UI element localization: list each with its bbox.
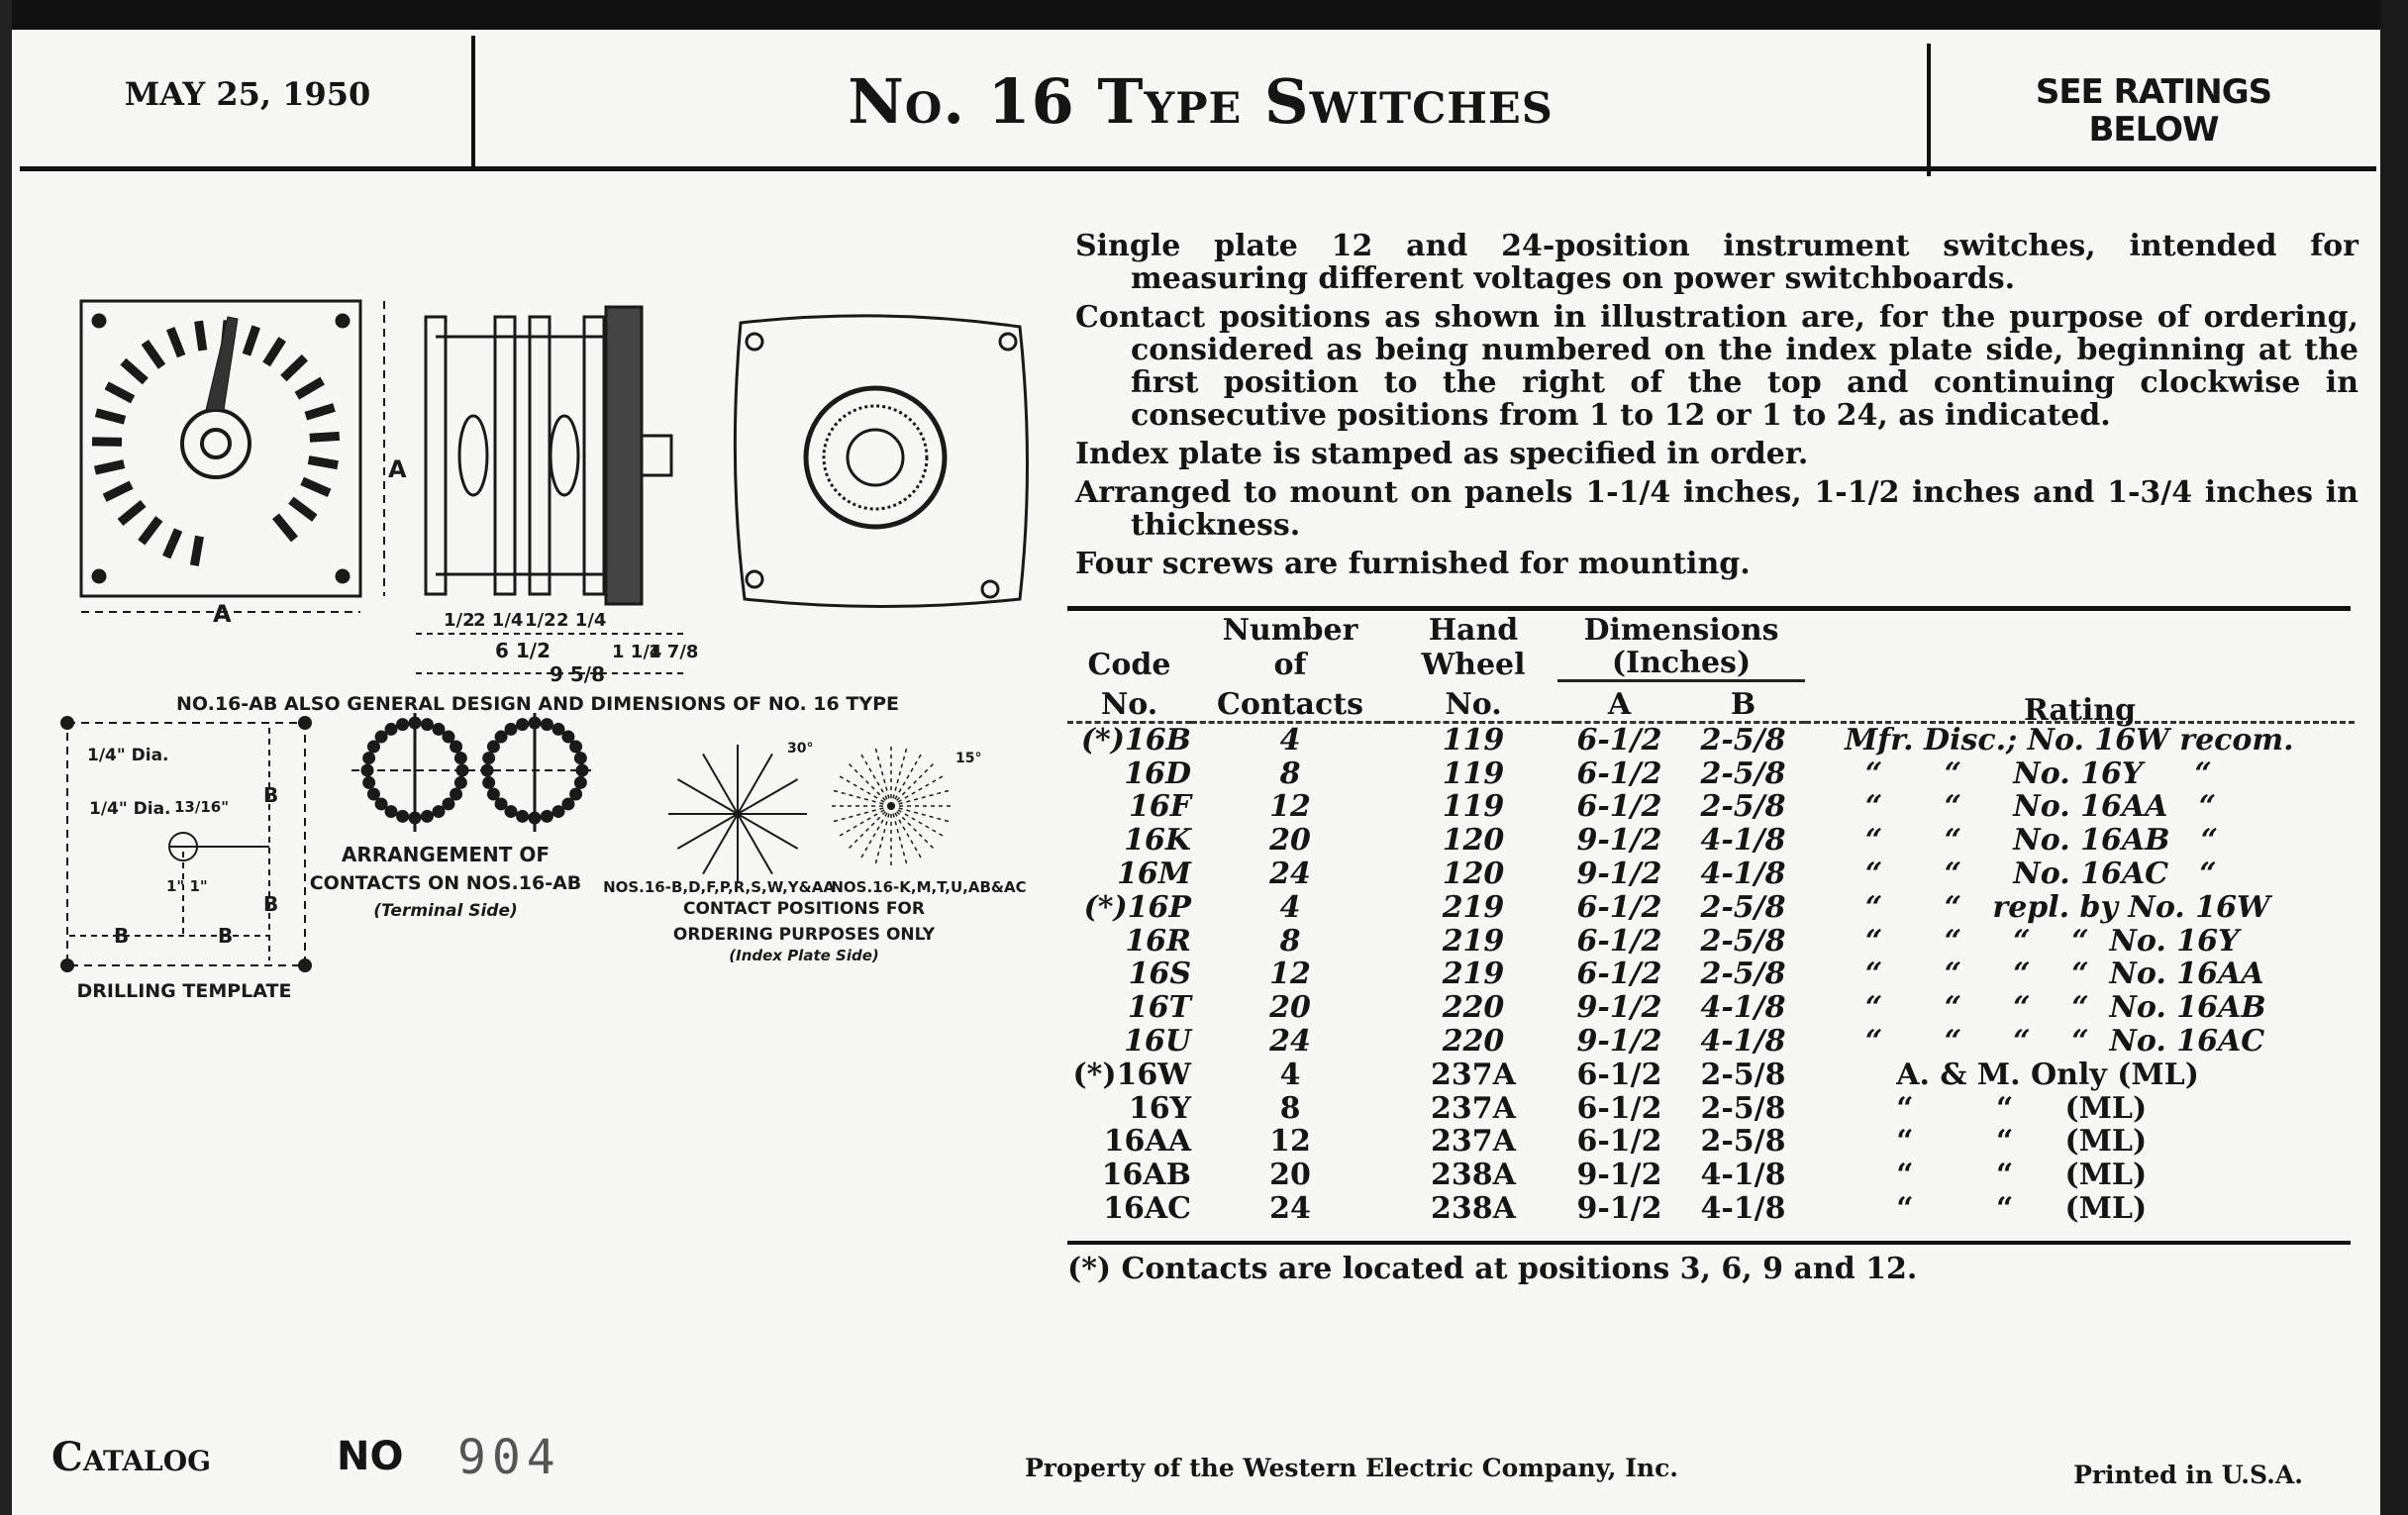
angle-label: 15° — [955, 751, 982, 766]
rating-cell: A. & M. Only (ML) — [1845, 1057, 2199, 1092]
scan-edge-top — [0, 0, 2408, 30]
description-paragraph: Arranged to mount on panels 1-1/4 inches, 1-1/2 inches and 1-3/4 inches in thickness. — [1075, 475, 2358, 543]
table-row — [1067, 991, 2355, 1025]
front-view-drawing — [81, 301, 407, 628]
contact-dot — [368, 742, 378, 752]
rating-cell: “ “ (ML) — [1845, 1191, 2148, 1227]
dim-a-cell: 6-1/2 — [1576, 1124, 1662, 1160]
hand-wheel-cell: 220 — [1442, 990, 1505, 1026]
rating-note-line: BELOW — [2088, 110, 2219, 150]
drill-b: B — [114, 924, 130, 948]
positions-24-label: NOS.16-K,M,T,U,AB&AC — [831, 878, 1027, 896]
contact-lug — [310, 436, 340, 438]
contact-lug — [166, 530, 178, 557]
contact-lug — [266, 340, 282, 364]
contact-lug — [306, 407, 335, 416]
dim-b-cell: 2-5/8 — [1700, 1124, 1786, 1160]
drill-small-dim: 1" 1" — [166, 877, 208, 895]
header-dims: (Inches) — [1557, 647, 1805, 681]
table-row — [1067, 757, 2355, 790]
rating-note-line: SEE RATINGS — [2035, 72, 2272, 112]
code-cell: 16F — [1128, 789, 1191, 825]
table-row — [1067, 1125, 2355, 1159]
contacts-cell: 12 — [1269, 1124, 1311, 1160]
table-row — [1067, 824, 2355, 858]
code-cell: 16AB — [1101, 1158, 1191, 1193]
header-code: Code — [1087, 647, 1171, 682]
code-cell: 16R — [1125, 923, 1191, 959]
front-dim-a: A — [388, 455, 407, 483]
contact-dot — [563, 732, 573, 742]
dim-b-cell: 2-5/8 — [1700, 923, 1786, 959]
contact-lug — [291, 500, 315, 518]
hand-wheel-cell: 237A — [1431, 1057, 1516, 1092]
hand-wheel-cell: 238A — [1431, 1191, 1516, 1227]
contact-dot — [457, 765, 467, 775]
contact-lug — [96, 413, 125, 421]
contact-dot — [571, 742, 581, 752]
contact-dot — [410, 813, 420, 823]
drill-b: B — [263, 783, 279, 807]
header-rule — [20, 166, 2376, 171]
table-bottom-rule — [1067, 1241, 2351, 1245]
table-row — [1067, 890, 2355, 924]
contact-lug — [92, 442, 122, 443]
table-header-row — [1067, 681, 2355, 723]
contacts-cell: 24 — [1269, 857, 1311, 892]
dim-b-cell: 4-1/8 — [1700, 857, 1786, 892]
drill-b: B — [218, 924, 234, 948]
description-paragraph: Single plate 12 and 24-position instrument switches, intended for measuring different voltages on power switchboards. — [1075, 229, 2358, 296]
header-contacts: of — [1273, 647, 1307, 682]
contact-dot — [376, 732, 386, 742]
dim-b-cell: 2-5/8 — [1700, 789, 1786, 825]
arrangement-caption: CONTACTS ON NOS.16-AB — [309, 872, 582, 894]
contact-dot — [434, 724, 444, 734]
description — [1075, 230, 2358, 586]
hand-wheel-cell: 119 — [1442, 722, 1505, 758]
dim-b-cell: 4-1/8 — [1700, 990, 1786, 1026]
dim-a-cell: 6-1/2 — [1576, 789, 1662, 825]
table-row — [1067, 1091, 2355, 1125]
hand-wheel-cell: 238A — [1431, 1158, 1516, 1193]
front-dim-a-bottom: A — [213, 600, 232, 628]
table-row — [1067, 1159, 2355, 1192]
header-dim-a: A — [1607, 686, 1632, 722]
contact-lug — [142, 519, 159, 543]
dim-a-cell: 9-1/2 — [1576, 1024, 1662, 1060]
header-contacts: Contacts — [1216, 686, 1363, 722]
header-date: MAY 25, 1950 — [124, 75, 371, 113]
contacts-cell: 20 — [1269, 823, 1311, 858]
contact-dot — [484, 777, 494, 787]
contact-lug — [297, 381, 323, 396]
contact-dot — [455, 777, 465, 787]
catalog-number: 904 — [457, 1430, 561, 1485]
side-dim: 2 1/4 — [556, 610, 607, 631]
table-row — [1067, 1058, 2355, 1091]
contacts-cell: 24 — [1269, 1191, 1311, 1227]
scan-edge-right — [2380, 0, 2408, 1515]
code-cell: 16AA — [1103, 1124, 1191, 1160]
header-wheel: Hand — [1428, 613, 1519, 648]
dim-a-cell: 6-1/2 — [1576, 756, 1662, 791]
rating-cell: “ “ No. 16AB “ — [1845, 823, 2219, 858]
contact-lug — [309, 459, 339, 464]
description-paragraph: Contact positions as shown in illustration are, for the purpose of ordering, considered as being numbered on the index plate side, beginning at the first position to the right of the top and continuing clockwise in consecutive positions from 1 to 12 or 1 to 24, as indicated. — [1075, 300, 2358, 433]
rating-cell: Mfr. Disc.; No. 16W recom. — [1845, 722, 2294, 758]
contact-dot — [542, 811, 552, 821]
contact-dot — [506, 807, 516, 817]
contact-dot — [452, 742, 461, 752]
property-notice: Property of the Western Electric Company, Inc. — [1024, 1454, 1678, 1482]
contact-lug — [123, 361, 145, 381]
positions-caption: ORDERING PURPOSES ONLY — [672, 925, 936, 945]
contact-positions-drawing — [668, 741, 981, 883]
contacts-cell: 4 — [1279, 1057, 1301, 1092]
dim-a-cell: 6-1/2 — [1576, 1057, 1662, 1092]
contact-dot — [553, 807, 563, 817]
dim-a-cell: 6-1/2 — [1576, 1090, 1662, 1126]
code-cell: (*)16P — [1083, 889, 1191, 925]
dim-a-cell: 9-1/2 — [1576, 857, 1662, 892]
contact-dot — [398, 811, 408, 821]
dim-b-cell: 2-5/8 — [1700, 1057, 1786, 1092]
contact-dot — [422, 720, 432, 730]
contacts-cell: 8 — [1279, 756, 1301, 791]
rating-cell: “ “ No. 16AC “ — [1845, 857, 2217, 892]
general-caption: NO.16-AB ALSO GENERAL DESIGN AND DIMENSIONS OF NO. 16 TYPE — [176, 693, 899, 715]
angle-label: 30° — [787, 741, 814, 757]
contact-dot — [575, 754, 585, 763]
contact-dot — [362, 765, 372, 775]
code-cell: 16AC — [1103, 1191, 1191, 1227]
contact-dot — [530, 813, 540, 823]
contact-dot — [571, 789, 581, 799]
catalog-no-label: NO — [337, 1434, 404, 1479]
hand-wheel-cell: 119 — [1442, 789, 1505, 825]
drill-center-dim: 13/16" — [174, 798, 230, 816]
contact-dot — [488, 789, 498, 799]
table-row — [1067, 1025, 2355, 1059]
page-title: No. 16 Type Switches — [848, 65, 1554, 138]
contact-dot — [563, 799, 573, 809]
hand-wheel-cell: 219 — [1442, 923, 1505, 959]
contact-lug — [145, 343, 161, 367]
drill-b: B — [263, 892, 279, 916]
contacts-cell: 12 — [1269, 957, 1311, 992]
hand-wheel-cell: 219 — [1442, 957, 1505, 992]
contact-lug — [107, 385, 133, 399]
arrangement-caption: (Terminal Side) — [373, 901, 518, 921]
contact-dot — [553, 724, 563, 734]
contact-dot — [386, 807, 396, 817]
rating-cell: “ “ “ “ No. 16Y — [1845, 923, 2240, 959]
table-row — [1067, 958, 2355, 991]
rating-cell: “ “ repl. by No. 16W — [1845, 889, 2270, 925]
rating-cell: “ “ (ML) — [1845, 1158, 2148, 1193]
contact-lug — [302, 481, 330, 493]
rating-cell: “ “ (ML) — [1845, 1124, 2148, 1160]
dim-a-cell: 9-1/2 — [1576, 1191, 1662, 1227]
contact-dot — [386, 724, 396, 734]
table-row — [1067, 858, 2355, 891]
contact-dot — [488, 742, 498, 752]
contact-lug — [283, 357, 305, 378]
side-dim: 1 7/8 — [649, 642, 699, 662]
drilling-template-drawing — [61, 717, 311, 971]
contact-dot — [364, 777, 374, 787]
code-cell: 16S — [1128, 957, 1191, 992]
hand-wheel-cell: 120 — [1442, 857, 1505, 892]
header-dims: Dimensions — [1583, 613, 1779, 648]
catalog-label: Catalog — [51, 1434, 212, 1480]
dim-b-cell: 2-5/8 — [1700, 957, 1786, 992]
header-wheel: Wheel — [1421, 647, 1526, 682]
hand-wheel-cell: 237A — [1431, 1090, 1516, 1126]
rating-cell: “ “ “ “ No. 16AB — [1845, 990, 2266, 1026]
contact-dot — [368, 789, 378, 799]
dim-a-cell: 9-1/2 — [1576, 823, 1662, 858]
dim-a-cell: 9-1/2 — [1576, 1158, 1662, 1193]
contact-lug — [199, 321, 203, 351]
dim-a-cell: 6-1/2 — [1576, 722, 1662, 758]
dim-a-cell: 9-1/2 — [1576, 990, 1662, 1026]
contacts-cell: 4 — [1279, 889, 1301, 925]
rating-cell: “ “ (ML) — [1845, 1090, 2148, 1126]
dim-b-cell: 2-5/8 — [1700, 1090, 1786, 1126]
hand-wheel-cell: 219 — [1442, 889, 1505, 925]
positions-12-label: NOS.16-B,D,F,P,R,S,W,Y&AA — [603, 878, 835, 896]
drill-hole-label: 1/4" Dia. — [87, 746, 169, 765]
header-contacts: Number — [1222, 613, 1358, 648]
contact-dot — [482, 765, 492, 775]
contact-lug — [194, 537, 199, 566]
hand-wheel-cell: 120 — [1442, 823, 1505, 858]
rating-cell: “ “ No. 16AA “ — [1845, 789, 2216, 825]
code-cell: (*)16B — [1080, 722, 1191, 758]
header-wheel: No. — [1445, 686, 1502, 722]
dim-a-cell: 6-1/2 — [1576, 957, 1662, 992]
contacts-cell: 20 — [1269, 990, 1311, 1026]
contact-dot — [518, 811, 528, 821]
contacts-cell: 8 — [1279, 923, 1301, 959]
table-header-row — [1067, 647, 2355, 681]
contact-dot — [434, 807, 444, 817]
contact-dot — [364, 754, 374, 763]
table-row — [1067, 790, 2355, 824]
contact-dot — [444, 799, 453, 809]
contact-dot — [577, 765, 587, 775]
dim-a-cell: 6-1/2 — [1576, 889, 1662, 925]
code-cell: 16D — [1124, 756, 1191, 791]
code-cell: 16M — [1117, 857, 1191, 892]
header-code: No. — [1100, 686, 1158, 722]
dim-b-cell: 2-5/8 — [1700, 889, 1786, 925]
table-row — [1067, 924, 2355, 958]
table-row — [1067, 1192, 2355, 1226]
contact-dot — [484, 754, 494, 763]
dim-b-cell: 2-5/8 — [1700, 756, 1786, 791]
code-cell: 16U — [1124, 1024, 1191, 1060]
dim-b-cell: 4-1/8 — [1700, 1158, 1786, 1193]
hand-wheel-cell: 119 — [1442, 756, 1505, 791]
contact-lug — [121, 503, 144, 522]
description-paragraph: Index plate is stamped as specified in order. — [1075, 437, 1809, 471]
contact-dot — [518, 720, 528, 730]
contact-dot — [376, 799, 386, 809]
side-dim: 1/2 — [525, 610, 556, 631]
contact-dot — [496, 799, 506, 809]
contacts-cell: 8 — [1279, 1090, 1301, 1126]
contact-dot — [575, 777, 585, 787]
switch-table — [1067, 608, 2355, 1225]
contact-lug — [95, 464, 124, 470]
code-cell: 16K — [1124, 823, 1191, 858]
header-dim-b: B — [1730, 686, 1756, 722]
index-plate-drawing — [735, 316, 1027, 607]
header-rating: Rating — [2023, 692, 2137, 728]
arrangement-drawing — [351, 713, 594, 832]
dim-b-cell: 4-1/8 — [1700, 1191, 1786, 1227]
footnote: (*) Contacts are located at positions 3, 6, 9 and 12. — [1067, 1252, 1918, 1286]
table-header-row — [1067, 608, 2355, 647]
contact-lug — [275, 516, 294, 539]
contact-dot — [398, 720, 408, 730]
rating-cell: “ “ “ “ No. 16AA — [1845, 957, 2264, 992]
positions-caption: CONTACT POSITIONS FOR — [683, 899, 925, 919]
dim-b-cell: 4-1/8 — [1700, 1024, 1786, 1060]
contacts-cell: 12 — [1269, 789, 1311, 825]
side-dim: 2 1/4 — [473, 610, 524, 631]
contact-dot — [452, 789, 461, 799]
side-dim: 1/2 — [444, 610, 475, 631]
contact-dot — [530, 718, 540, 728]
description-paragraph: Four screws are furnished for mounting. — [1075, 547, 1751, 581]
contacts-cell: 24 — [1269, 1024, 1311, 1060]
positions-caption: (Index Plate Side) — [729, 947, 879, 964]
printed-notice: Printed in U.S.A. — [2073, 1461, 2303, 1489]
contact-lug — [170, 329, 181, 356]
hand-wheel-cell: 237A — [1431, 1124, 1516, 1160]
arrangement-caption: ARRANGEMENT OF — [341, 843, 551, 866]
drill-caption: DRILLING TEMPLATE — [76, 980, 292, 1002]
side-view-drawing — [416, 307, 698, 686]
rating-cell: “ “ “ “ No. 16AC — [1845, 1024, 2265, 1060]
contact-lug — [247, 327, 256, 354]
dim-b-cell: 4-1/8 — [1700, 823, 1786, 858]
side-total: 9 5/8 — [550, 662, 606, 686]
contact-lug — [105, 485, 132, 498]
contact-dot — [410, 718, 420, 728]
code-cell: 16Y — [1128, 1090, 1191, 1126]
contact-dot — [455, 754, 465, 763]
technical-drawings — [0, 277, 1059, 1030]
code-cell: 16T — [1127, 990, 1191, 1026]
contacts-cell: 20 — [1269, 1158, 1311, 1193]
contact-dot — [506, 724, 516, 734]
contact-dot — [496, 732, 506, 742]
contact-dot — [444, 732, 453, 742]
hand-wheel-cell: 220 — [1442, 1024, 1505, 1060]
side-dim: 1 1/4 — [612, 642, 662, 662]
contact-dot — [422, 811, 432, 821]
code-cell: (*)16W — [1072, 1057, 1191, 1092]
side-total: 6 1/2 — [495, 639, 552, 662]
dim-b-cell: 2-5/8 — [1700, 722, 1786, 758]
dim-a-cell: 6-1/2 — [1576, 923, 1662, 959]
contacts-cell: 4 — [1279, 722, 1301, 758]
contact-dot — [542, 720, 552, 730]
rating-cell: “ “ No. 16Y “ — [1845, 756, 2212, 791]
rating-note — [1931, 73, 2376, 149]
drill-hole-label: 1/4" Dia. — [89, 799, 171, 819]
